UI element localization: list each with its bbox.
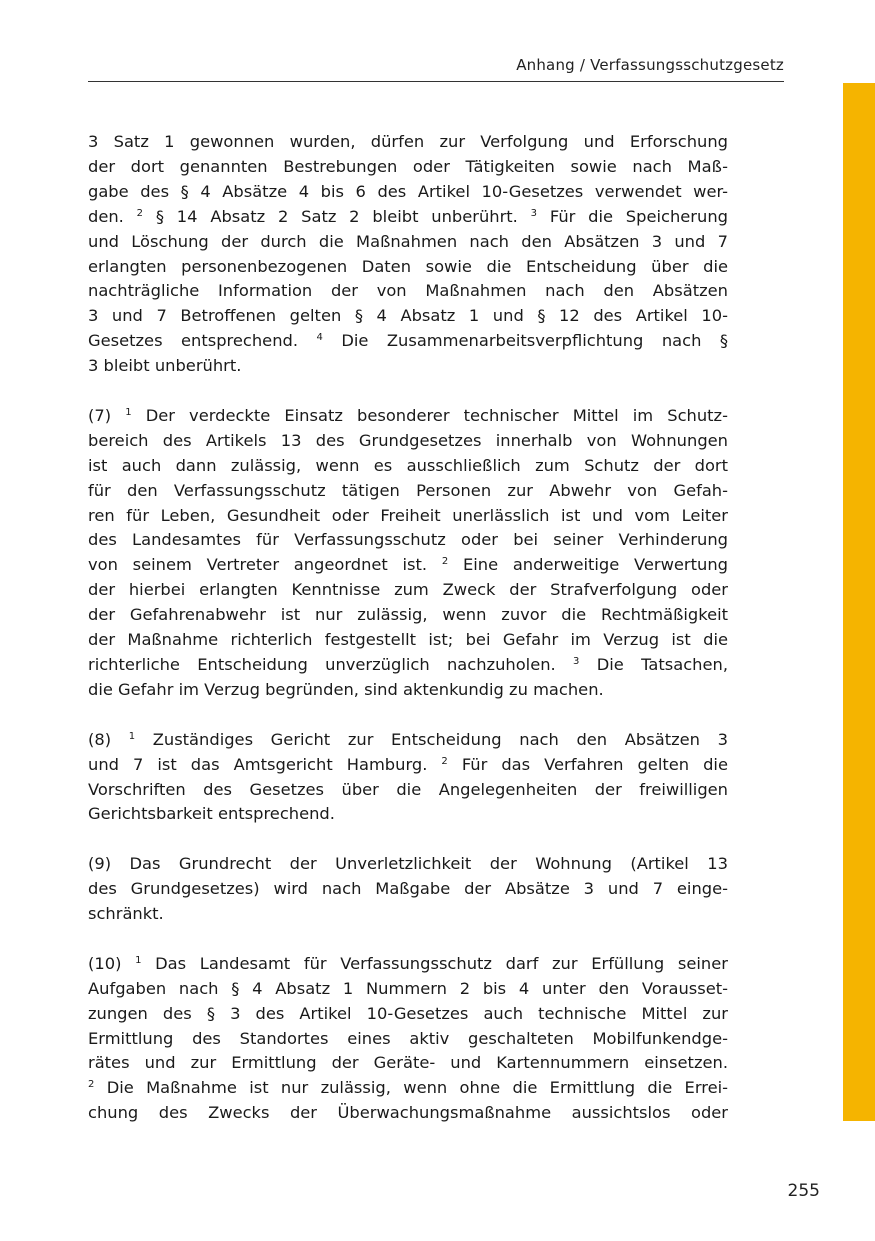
text-segment: Für das Verfahren gelten die [461,754,728,774]
text-line: des Landesamtes für Verfassungsschutz oder bei seiner Verhinderung [88,530,728,550]
text-segment: Die Zusammenarbeitsverpflichtung nach § [341,331,728,351]
text-segment: Gesetzes entsprechend. [88,331,299,351]
sentence-number: 3 [530,207,538,219]
text-line: der Gefahrenabwehr ist nur zulässig, wenn zuvor die Rechtmäßigkeit [88,605,728,625]
running-title: Anhang / Verfassungsschutzgesetz [516,56,784,74]
text-segment: Die Maßnahme ist nur zulässig, wenn ohne die Ermittlung die Errei- [106,1078,728,1098]
text-line: die Gefahr im Verzug begründen, sind aktenkundig zu machen. [88,679,604,699]
text-line: Ermittlung des Standortes eines aktiv geschalteten Mobilfunkendge- [88,1028,728,1048]
text-segment: richterliche Entscheidung unverzüglich nachzuholen. [88,655,556,675]
text-segment: und 7 ist das Amtsgericht Hamburg. [88,754,428,774]
text-line [88,728,728,753]
paragraph-number: (10) [88,953,122,973]
sentence-number: 1 [128,730,136,742]
text-segment: den. [88,206,124,226]
text-line: des Grundgesetzes) wird nach Maßgabe der Absätze 3 und 7 einge- [88,879,728,899]
text-line [88,952,728,977]
text-line: (9) Das Grundrecht der Unverletzlichkeit der Wohnung (Artikel 13 [88,854,728,874]
sentence-number: 2 [441,556,449,568]
text-line: ren für Leben, Gesundheit oder Freiheit unerlässlich ist und vom Leiter [88,505,728,525]
sentence-number: 2 [136,207,144,219]
text-line [88,329,728,354]
text-segment: Zuständiges Gericht zur Entscheidung nach den Absätzen 3 [152,729,728,749]
text-segment: Das Landesamt für Verfassungsschutz darf zur Erfüllung seiner [155,953,728,973]
paragraph-7 [88,404,728,703]
text-line: rätes und zur Ermittlung der Geräte- und Kartennummern einsetzen. [88,1053,728,1073]
paragraph-8 [88,728,728,828]
text-line: bereich des Artikels 13 des Grundgesetzes innerhalb von Wohnungen [88,430,728,450]
text-segment: Für die Speicherung [549,206,728,226]
text-line: 3 und 7 Betroffenen gelten § 4 Absatz 1 und § 12 des Artikel 10- [88,306,728,326]
text-line: gabe des § 4 Absätze 4 bis 6 des Artikel 10-Gesetzes verwendet wer- [88,181,728,201]
paragraph-number: (7) [88,405,112,425]
text-line [88,1076,728,1101]
text-line: der dort genannten Bestrebungen oder Tätigkeiten sowie nach Maß- [88,156,728,176]
text-line [88,205,728,230]
text-line: nachträgliche Information der von Maßnahmen nach den Absätzen [88,281,728,301]
text-segment: Eine anderweitige Verwertung [462,555,728,575]
text-line: zungen des § 3 des Artikel 10-Gesetzes auch technische Mittel zur [88,1003,728,1023]
sentence-number: 1 [135,954,142,966]
text-line [88,553,728,578]
text-line: der hierbei erlangten Kenntnisse zum Zweck der Strafverfolgung oder [88,580,728,600]
paragraph-number: (8) [88,729,112,749]
text-segment: Der verdeckte Einsatz besonderer technischer Mittel im Schutz- [145,405,728,425]
text-line: für den Verfassungsschutz tätigen Personen zur Abwehr von Gefah- [88,480,728,500]
text-line [88,404,728,429]
text-line: chung des Zwecks der Überwachungsmaßnahme aussichtslos oder [88,1103,728,1123]
text-segment: Die Tatsachen, [596,655,728,675]
text-line: ist auch dann zulässig, wenn es ausschließlich zum Schutz der dort [88,455,728,475]
sentence-number: 3 [573,656,580,668]
text-segment: § 14 Absatz 2 Satz 2 bleibt unberührt. [155,206,518,226]
running-header [88,56,784,82]
text-line: Vorschriften des Gesetzes über die Angelegenheiten der freiwilligen [88,779,728,799]
text-line: der Maßnahme richterlich festgestellt ist; bei Gefahr im Verzug ist die [88,630,728,650]
text-line: erlangten personenbezogenen Daten sowie die Entscheidung über die [88,256,728,276]
sentence-number: 2 [88,1079,95,1091]
paragraph-9 [88,852,728,927]
chapter-tab-bar [843,83,875,1121]
text-line: und Löschung der durch die Maßnahmen nach den Absätzen 3 und 7 [88,231,728,251]
page-body [88,130,728,1151]
sentence-number: 4 [316,332,323,344]
sentence-number: 1 [125,406,132,418]
text-line [88,653,728,678]
text-line: 3 bleibt unberührt. [88,356,242,376]
text-line: schränkt. [88,904,164,924]
text-line: 3 Satz 1 gewonnen wurden, dürfen zur Verfolgung und Erforschung [88,132,728,151]
text-line: Gerichtsbarkeit entsprechend. [88,804,335,824]
page-number: 255 [787,1181,820,1201]
paragraph-continuation [88,130,728,379]
text-segment: von seinem Vertreter angeordnet ist. [88,555,428,575]
text-line: Aufgaben nach § 4 Absatz 1 Nummern 2 bis 4 unter den Vorausset- [88,978,728,998]
paragraph-10 [88,952,728,1126]
text-line [88,753,728,778]
sentence-number: 2 [441,755,448,767]
